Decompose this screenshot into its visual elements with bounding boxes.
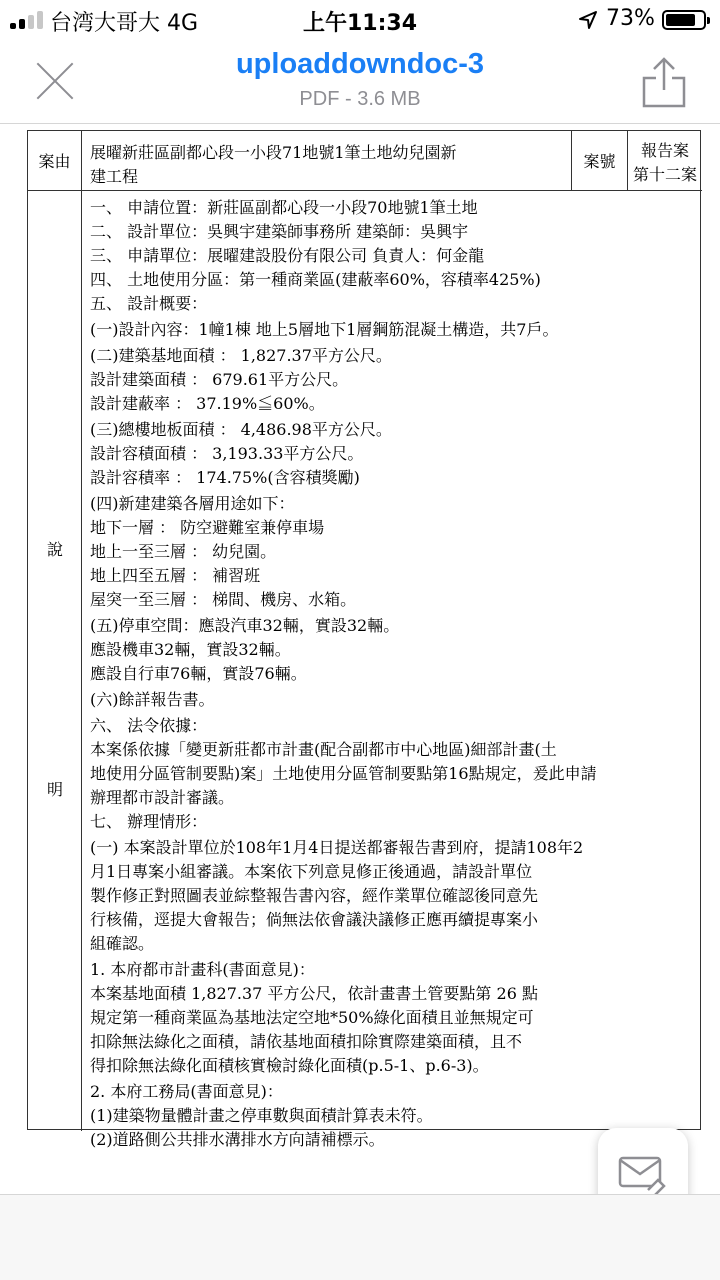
- document-text-line: (二)建築基地面積 ： 1,827.37平方公尺。: [90, 346, 392, 365]
- document-text-line: 月1日專案小組審議。本案依下列意見修正後通過，請設計單位: [90, 862, 533, 881]
- document-text-line: (一) 本案設計單位於108年1月4日提送都審報告書到府，提請108年2: [90, 838, 584, 857]
- document-text-line: 一、 申請位置：新莊區副都心段一小段70地號1筆土地: [90, 198, 478, 217]
- status-bar: [0, 0, 720, 40]
- document-text-line: 應設機車32輛，實設32輛。: [90, 640, 291, 659]
- document-text-line: 屋突一至三層 ： 梯間、機房、水箱。: [90, 590, 357, 609]
- description-label: 說 明: [28, 191, 82, 1131]
- document-text-line: 本案係依據「變更新莊都市計畫(配合副都市中心地區)細部計畫(土: [90, 740, 557, 759]
- case-number-label: 案號: [572, 131, 628, 191]
- document-nav-bar: [0, 40, 720, 124]
- carrier-label: 台湾大哥大 4G: [50, 11, 199, 36]
- document-text-line: 六、 法令依據：: [90, 716, 208, 735]
- document-text-line: 設計容積面積 ： 3,193.33平方公尺。: [90, 444, 364, 463]
- mail-sign-icon: [618, 1152, 668, 1194]
- document-title: uploaddowndoc-3: [235, 48, 485, 80]
- document-text-line: (一)設計內容：1幢1棟 地上5層地下1層鋼筋混凝土構造，共7戶。: [90, 320, 559, 339]
- document-text-line: 二、 設計單位：吳興宇建築師事務所 建築師：吳興宇: [90, 222, 469, 241]
- battery-icon: [662, 10, 706, 30]
- document-text-line: 七、 辦理情形：: [90, 812, 208, 831]
- document-text-line: (五)停車空間：應設汽車32輛，實設32輛。: [90, 616, 400, 635]
- document-text-line: (2)道路側公共排水溝排水方向請補標示。: [90, 1130, 385, 1149]
- document-text-line: 辦理都市設計審議。: [90, 788, 235, 807]
- document-text-line: (四)新建建築各層用途如下：: [90, 494, 295, 513]
- document-text-line: 四、 土地使用分區：第一種商業區(建蔽率60%，容積率425%): [90, 270, 541, 289]
- subject-text: 展曜新莊區副都心段一小段71地號1筆土地幼兒園新 建工程: [82, 131, 572, 191]
- document-text-line: 地上四至五層 ： 補習班: [90, 566, 261, 585]
- document-text-line: 地使用分區管制要點)案」土地使用分區管制要點第16點規定，爰此申請: [90, 764, 597, 783]
- document-text-line: (三)總樓地板面積 ： 4,486.98平方公尺。: [90, 420, 392, 439]
- document-text-line: 扣除無法綠化之面積，請依基地面積扣除實際建築面積，且不: [90, 1032, 523, 1051]
- document-text-line: 地上一至三層 ： 幼兒園。: [90, 542, 277, 561]
- share-icon[interactable]: [636, 54, 692, 110]
- document-text-line: (1)建築物量體計畫之停車數與面積計算表未符。: [90, 1106, 433, 1125]
- document-text-line: 三、 申請單位：展曜建設股份有限公司 負責人：何金龍: [90, 246, 485, 265]
- document-text-line: 應設自行車76輛，實設76輛。: [90, 664, 307, 683]
- status-time: 上午11:34: [302, 11, 418, 36]
- pdf-viewer[interactable]: [0, 125, 720, 1195]
- document-text-line: 製作修正對照圖表並綜整報告書內容，經作業單位確認後同意先: [90, 886, 539, 905]
- document-text-line: 1. 本府都市計畫科(書面意見)：: [90, 960, 315, 979]
- document-text-line: 得扣除無法綠化面積核實檢討綠化面積(p.5-1、p.6-3)。: [90, 1056, 489, 1075]
- document-page-table: [27, 130, 701, 1149]
- subject-label: 案由: [28, 131, 82, 191]
- case-number-value: 報告案 第十二案: [628, 131, 702, 191]
- document-text-line: 行核備，逕提大會報告；倘無法依會議決議修正應再續提專案小: [90, 910, 539, 929]
- document-text-line: 五、 設計概要：: [90, 294, 208, 313]
- document-text-line: (六)餘詳報告書。: [90, 690, 215, 709]
- document-text-line: 本案基地面積 1,827.37 平方公尺，依計畫書土管要點第 26 點: [90, 984, 538, 1003]
- document-file-info: PDF - 3.6 MB: [299, 88, 421, 110]
- document-text-line: 設計容積率 ： 174.75%(含容積獎勵): [90, 468, 360, 487]
- document-text-line: 設計建蔽率 ： 37.19%≦60%。: [90, 394, 325, 413]
- document-text-line: 組確認。: [90, 934, 155, 953]
- document-text-line: 地下一層 ： 防空避難室兼停車場: [90, 518, 325, 537]
- document-text-line: 設計建築面積 ： 679.61平方公尺。: [90, 370, 349, 389]
- location-arrow-icon: [578, 10, 598, 30]
- description-body: [82, 191, 702, 1149]
- battery-percent: 73%: [606, 6, 655, 31]
- document-text-line: 規定第一種商業區為基地法定空地*50%綠化面積且並無規定可: [90, 1008, 534, 1027]
- bottom-toolbar: [0, 1194, 720, 1280]
- document-text-line: 2. 本府工務局(書面意見)：: [90, 1082, 283, 1101]
